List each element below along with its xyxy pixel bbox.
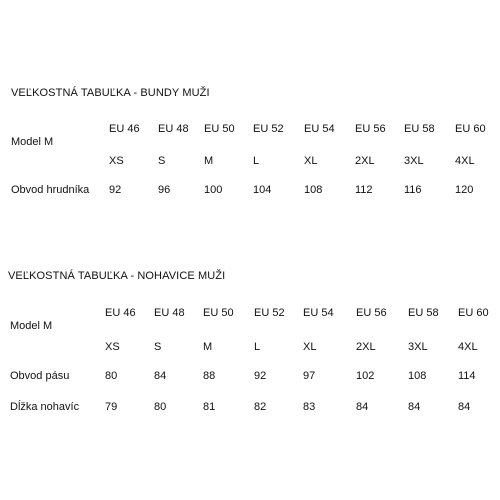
table-cell: 92 xyxy=(254,370,267,382)
jackets-table-title: VEĽKOSTNÁ TABUĽKA - BUNDY MUŽI xyxy=(11,87,210,99)
trousers-letter-size: L xyxy=(254,341,261,353)
trousers-eu-size: EU 56 xyxy=(356,307,387,319)
trousers-eu-size: EU 52 xyxy=(254,307,285,319)
table-cell: 79 xyxy=(105,401,118,413)
trousers-letter-size: 3XL xyxy=(408,341,428,353)
trousers-letter-size: M xyxy=(203,341,213,353)
table-cell: 81 xyxy=(203,401,216,413)
trousers-letter-size: 2XL xyxy=(356,341,376,353)
jackets-eu-size: EU 58 xyxy=(404,123,435,135)
row-label: Dĺžka nohavíc xyxy=(10,401,80,413)
table-cell: 88 xyxy=(203,370,216,382)
table-cell: 83 xyxy=(303,401,316,413)
jackets-letter-size: 3XL xyxy=(404,155,424,167)
table-cell: 84 xyxy=(458,401,471,413)
trousers-eu-size: EU 46 xyxy=(105,307,136,319)
table-cell: 102 xyxy=(356,370,375,382)
table-cell: 80 xyxy=(105,370,118,382)
jackets-model-label: Model M xyxy=(11,136,54,148)
trousers-letter-size: XS xyxy=(105,341,120,353)
table-cell: 84 xyxy=(356,401,369,413)
table-cell: 80 xyxy=(154,401,167,413)
jackets-eu-size: EU 46 xyxy=(109,123,140,135)
jackets-eu-size: EU 60 xyxy=(455,123,486,135)
jackets-eu-size: EU 56 xyxy=(355,123,386,135)
trousers-eu-size: EU 48 xyxy=(154,307,185,319)
table-cell: 82 xyxy=(254,401,267,413)
trousers-eu-size: EU 58 xyxy=(408,307,439,319)
jackets-letter-size: XL xyxy=(304,155,318,167)
table-cell: 92 xyxy=(109,184,122,196)
trousers-letter-size: S xyxy=(154,341,162,353)
jackets-letter-size: S xyxy=(158,155,166,167)
table-cell: 108 xyxy=(408,370,427,382)
jackets-letter-size: XS xyxy=(109,155,124,167)
trousers-eu-size: EU 50 xyxy=(203,307,234,319)
jackets-eu-size: EU 52 xyxy=(253,123,284,135)
jackets-eu-size: EU 54 xyxy=(304,123,335,135)
table-cell: 120 xyxy=(455,184,474,196)
row-label: Obvod hrudníka xyxy=(11,184,90,196)
jackets-eu-size: EU 50 xyxy=(204,123,235,135)
trousers-eu-size: EU 54 xyxy=(303,307,334,319)
trousers-letter-size: XL xyxy=(303,341,317,353)
table-cell: 104 xyxy=(253,184,272,196)
trousers-model-label: Model M xyxy=(10,320,53,332)
trousers-letter-size: 4XL xyxy=(458,341,478,353)
table-cell: 116 xyxy=(404,184,422,196)
table-cell: 84 xyxy=(408,401,421,413)
jackets-letter-size: L xyxy=(253,155,260,167)
jackets-letter-size: M xyxy=(204,155,214,167)
table-cell: 97 xyxy=(303,370,316,382)
jackets-letter-size: 4XL xyxy=(455,155,475,167)
table-cell: 96 xyxy=(158,184,171,196)
table-cell: 112 xyxy=(355,184,373,196)
jackets-eu-size: EU 48 xyxy=(158,123,189,135)
table-cell: 108 xyxy=(304,184,323,196)
row-label: Obvod pásu xyxy=(10,370,70,382)
table-cell: 114 xyxy=(458,370,476,382)
trousers-table-title: VEĽKOSTNÁ TABUĽKA - NOHAVICE MUŽI xyxy=(8,270,226,282)
jackets-letter-size: 2XL xyxy=(355,155,375,167)
table-cell: 100 xyxy=(204,184,223,196)
trousers-eu-size: EU 60 xyxy=(458,307,489,319)
table-cell: 84 xyxy=(154,370,167,382)
